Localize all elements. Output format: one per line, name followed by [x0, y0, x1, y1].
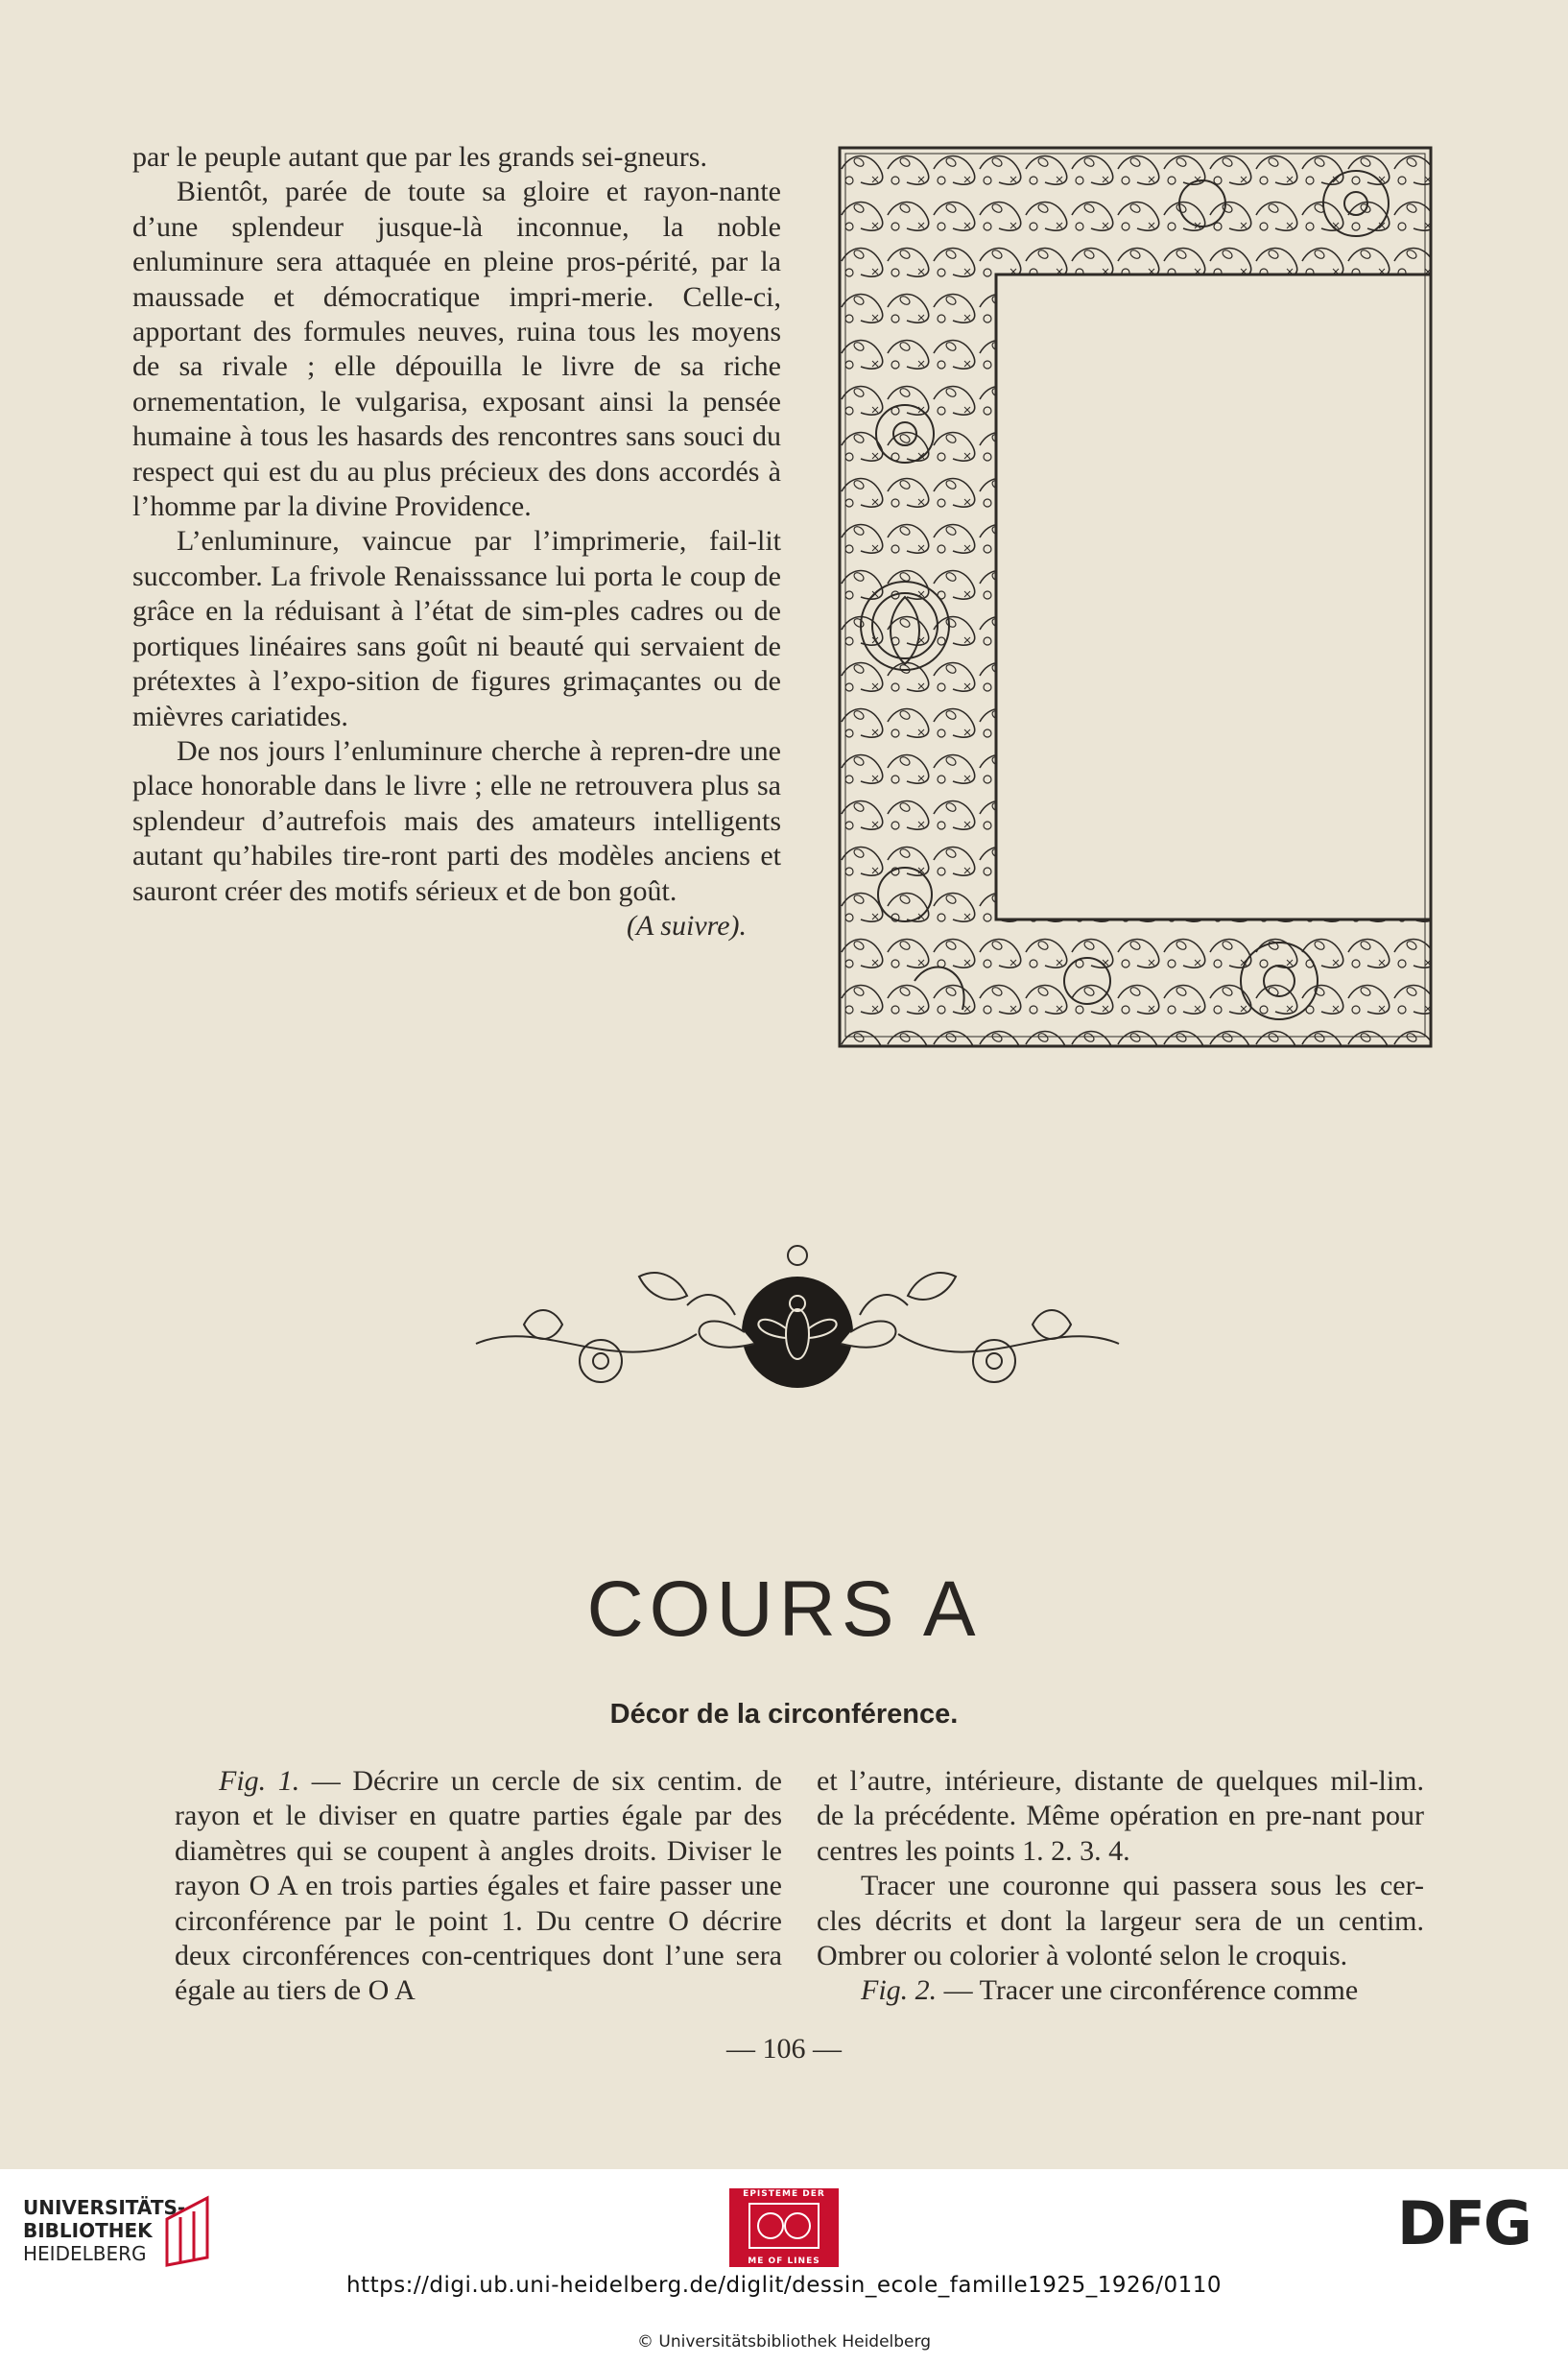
episteme-logo[interactable] [729, 2188, 839, 2267]
paragraph: De nos jours l’enluminure cherche à repren-dre une place honorable dans le livre ; elle ne retrouvera plus sa splendeur d’autrefois mais des amateurs intelligents autant qu’habiles tire-ront parti des modèles anciens et sauront créer des motifs sérieux et de bon goût. [132, 734, 781, 907]
permalink-url[interactable]: https://digi.ub.uni-heidelberg.de/diglit/dessin_ecole_famille1925_1926/0110 [345, 2273, 1223, 2298]
paragraph: par le peuple autant que par les grands sei-gneurs. [132, 141, 707, 173]
figure-label: Fig. 2. [861, 1974, 938, 2007]
paragraph: Bientôt, parée de toute sa gloire et rayon-nante d’une splendeur jusque-là inconnue, la noble enluminure sera attaquée en pleine pros-périté, par la maussade et démocratique impri-merie. Celle-ci, apportant des formules neuves, ruina tous les moyens de sa rivale ; elle dépouilla le livre de sa riche ornementation, le vulgarisa, exposant ainsi la pensée humaine à tous les hasards des rencontres sans souci du respect qui est du au plus précieux des dons accordés à l’homme par la divine Providence. [132, 176, 781, 523]
figure-text: — Tracer une circonférence comme [937, 1974, 1359, 2007]
library-mark-icon [159, 2190, 240, 2271]
paragraph [817, 1973, 1424, 2008]
paragraph: L’enluminure, vaincue par l’imprimerie, fail-lit succomber. La frivole Renaisssance lui porta le coup de grâce en la réduisant à l’état de sim-ples cadres ou de portiques linéaires sans goût ni beauté qui servaient de prétextes à l’expo-sition de figures grimaçantes ou de mièvres cariatides. [132, 525, 781, 732]
paragraph: Tracer une couronne qui passera sous les cer-cles décrits et dont la largeur sera de un centim. Ombrer ou colorier à volonté selon le croquis. [817, 1870, 1424, 1972]
library-name-line: UNIVERSITÄTS- [23, 2196, 186, 2219]
episteme-label: ME OF LINES [748, 2257, 820, 2266]
library-name [23, 2196, 186, 2265]
to-be-continued: (A suivre). [627, 909, 747, 942]
bee-floral-vignette [466, 1238, 1128, 1411]
top-text-column [132, 140, 781, 943]
paragraph [175, 1764, 782, 2009]
episteme-emblem-icon [746, 2200, 822, 2252]
body-left-column [175, 1764, 782, 2009]
copyright-notice: © Universitätsbibliothek Heidelberg [636, 2332, 931, 2352]
library-name-line: BIBLIOTHEK [23, 2219, 153, 2242]
ornamental-border-illustration [838, 146, 1433, 1048]
dfg-logo[interactable]: DFG [1397, 2188, 1531, 2258]
page-number: — 106 — [726, 2033, 842, 2065]
figure-text: — Décrire un cercle de six centim. de rayon et le diviser en quatre parties égale par des diamètres qui se coupent à angles droits. Diviser le rayon O A en trois parties égales et faire passer une circonférence par le point 1. Du centre O décrire deux circonférences con-centriques dont l’une sera égale au tiers de O A [175, 1765, 782, 2007]
paragraph: et l’autre, intérieure, distante de quelques mil-lim. de la précédente. Même opération en pre-nant pour centres les points 1. 2. 3. 4. [817, 1765, 1424, 1867]
figure-label: Fig. 1. [219, 1765, 300, 1797]
body-right-column [817, 1764, 1424, 2009]
episteme-label: EPISTEME DER [743, 2189, 825, 2199]
viewer-footer [0, 2169, 1568, 2364]
section-title: COURS A [586, 1565, 982, 1653]
section-subtitle: Décor de la circonférence. [609, 1699, 959, 1730]
library-name-line: HEIDELBERG [23, 2242, 147, 2265]
